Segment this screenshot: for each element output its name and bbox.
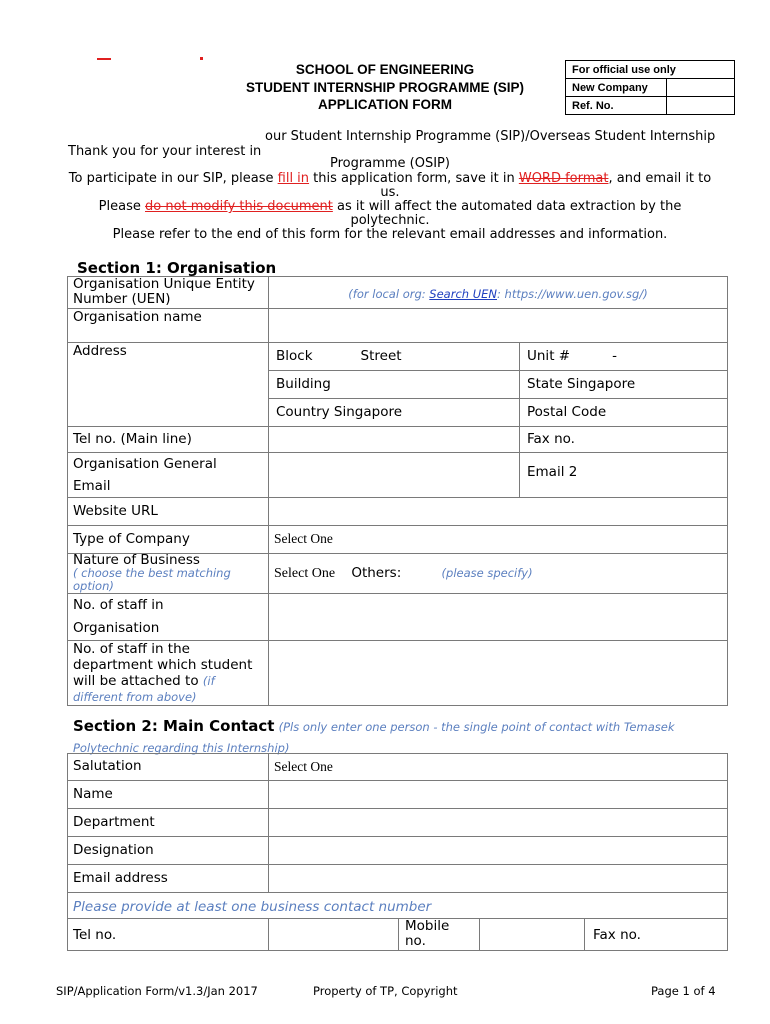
ref-no-field[interactable] — [667, 97, 735, 115]
staff-org-label-2: Organisation — [73, 620, 160, 636]
footer-version: SIP/Application Form/v1.3/Jan 2017 — [56, 984, 258, 998]
organisation-table — [67, 276, 728, 706]
new-company-field[interactable] — [667, 79, 735, 97]
postal-code-field[interactable]: Postal Code — [520, 399, 728, 427]
new-company-label: New Company — [566, 79, 667, 97]
nature-field — [269, 554, 728, 594]
unit-label: Unit # — [527, 348, 571, 364]
department-label: Department — [68, 809, 269, 837]
staff-dept-label-text: No. of staff in the department which student will be attached to — [73, 641, 253, 689]
block-label: Block — [276, 348, 313, 364]
department-field[interactable] — [269, 809, 728, 837]
footer-copyright: Property of TP, Copyright — [313, 984, 458, 998]
designation-label: Designation — [68, 837, 269, 865]
intro-line2 — [60, 172, 720, 186]
header-form-title: APPLICATION FORM — [318, 97, 452, 112]
contact-email-field[interactable] — [269, 865, 728, 893]
intro-line2-a: To participate in our SIP, please — [68, 171, 278, 186]
tel-main-label: Tel no. (Main line) — [68, 427, 269, 453]
intro-line1-b: our Student Internship Programme (SIP)/Overseas Student Internship — [265, 129, 716, 144]
unit-dash: - — [612, 348, 617, 364]
header-school: SCHOOL OF ENGINEERING — [295, 62, 475, 77]
footer-page-number: Page 1 of 4 — [651, 984, 716, 998]
mobile-label: Mobile no. — [399, 919, 480, 951]
street-label: Street — [360, 348, 402, 364]
general-email-label-1: Organisation General — [73, 456, 217, 472]
contact-tel-field[interactable] — [269, 919, 399, 951]
official-use-title: For official use only — [566, 61, 735, 79]
nature-hint: ( choose the best matching option) — [73, 566, 231, 593]
contact-number-note: Please provide at least one business contact number — [68, 893, 728, 919]
general-email-label — [68, 453, 269, 498]
unit-field[interactable] — [520, 343, 728, 371]
contact-fax-label: Fax no. — [593, 927, 641, 943]
others-label: Others: — [351, 565, 402, 581]
uen-hint-a: (for local org: — [348, 287, 430, 301]
building-field[interactable]: Building — [269, 371, 520, 399]
block-street-field[interactable] — [269, 343, 520, 371]
ref-no-label: Ref. No. — [566, 97, 667, 115]
staff-dept-field[interactable] — [269, 641, 728, 706]
company-type-select[interactable]: Select One — [269, 526, 728, 554]
intro-line1-a: Thank you for your interest in — [68, 144, 262, 159]
contact-name-field[interactable] — [269, 781, 728, 809]
intro-line2-d: us. — [380, 185, 400, 200]
contact-name-label: Name — [68, 781, 269, 809]
intro-line2-c: , and email it to — [608, 171, 712, 186]
official-use-table — [565, 60, 735, 115]
contact-email-label: Email address — [68, 865, 269, 893]
fill-in-link: fill in — [277, 171, 310, 186]
company-type-label: Type of Company — [68, 526, 269, 554]
nature-label-text: Nature of Business — [73, 552, 200, 568]
staff-org-label — [68, 594, 269, 641]
salutation-select[interactable]: Select One — [269, 754, 728, 781]
nature-label — [68, 554, 269, 594]
uen-hint-b: : https://www.uen.gov.sg/) — [497, 287, 648, 301]
intro-line3-a: Please — [98, 199, 145, 214]
state-field[interactable]: State Singapore — [520, 371, 728, 399]
intro-line3-b: as it will affect the automated data extraction by the — [332, 199, 682, 214]
designation-field[interactable] — [269, 837, 728, 865]
website-field[interactable] — [269, 498, 728, 526]
mobile-field[interactable] — [480, 919, 585, 951]
word-format-text: WORD format — [518, 171, 609, 186]
others-field[interactable]: (please specify) — [441, 566, 533, 580]
country-field[interactable]: Country Singapore — [269, 399, 520, 427]
website-label: Website URL — [68, 498, 269, 526]
intro-line2-b: this application form, save it in — [309, 171, 519, 186]
tel-main-field[interactable] — [269, 427, 520, 453]
staff-org-label-1: No. of staff in — [73, 597, 164, 613]
intro-line1-c: Programme (OSIP) — [330, 156, 450, 171]
header-programme: STUDENT INTERNSHIP PROGRAMME (SIP) — [245, 80, 524, 95]
intro-line3 — [60, 200, 720, 214]
uen-field[interactable] — [269, 277, 728, 309]
main-contact-table — [67, 753, 728, 951]
nature-select[interactable]: Select One — [274, 566, 336, 581]
staff-org-field[interactable] — [269, 594, 728, 641]
general-email-label-2: Email — [73, 478, 111, 494]
do-not-modify-text: do not modify this document — [145, 199, 333, 214]
search-uen-link[interactable]: Search UEN — [429, 287, 497, 301]
org-name-field[interactable] — [269, 309, 728, 343]
intro-line3-c: polytechnic. — [350, 213, 430, 228]
org-name-label: Organisation name — [68, 309, 269, 343]
section2-note: (Pls only enter one person - the single point of contact with Temasek Polytechnic regarding this Internship) — [73, 720, 675, 755]
email2-field[interactable]: Email 2 — [520, 453, 728, 498]
logo-dot — [200, 57, 203, 60]
section1-title: Section 1: Organisation — [77, 259, 277, 277]
uen-label: Organisation Unique Entity Number (UEN) — [68, 277, 269, 309]
logo-mark — [97, 58, 111, 60]
fax-field[interactable]: Fax no. — [520, 427, 728, 453]
general-email-field[interactable] — [269, 453, 520, 498]
staff-dept-label — [68, 641, 269, 706]
section2-title: Section 2: Main Contact — [73, 717, 275, 735]
staff-dept-hint: (if different from above) — [73, 674, 215, 704]
contact-tel-label: Tel no. — [68, 919, 269, 951]
intro-line4: Please refer to the end of this form for the relevant email addresses and information. — [112, 227, 668, 242]
salutation-label: Salutation — [68, 754, 269, 781]
contact-fax-field[interactable] — [585, 919, 728, 951]
address-label: Address — [68, 343, 269, 427]
